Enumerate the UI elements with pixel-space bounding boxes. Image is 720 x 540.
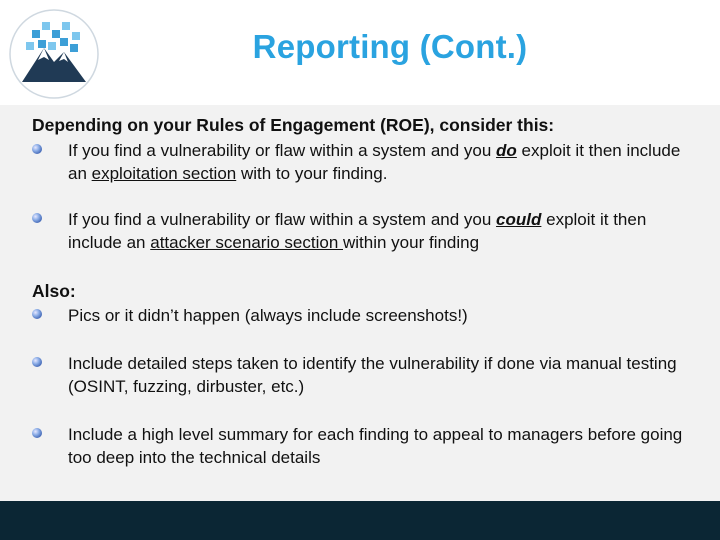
bullet-text: Pics or it didn’t happen (always include screenshots!) [68, 306, 468, 325]
bullet-icon [32, 309, 42, 319]
list-item [32, 423, 702, 469]
bullet-text: Include detailed steps taken to identify the vulnerability if done via manual testing (OSINT, fuzzing, dirbuster, etc.) [68, 354, 677, 396]
bullet-icon [32, 213, 42, 223]
emphasis-do: do [496, 141, 517, 160]
exploitation-section-link: exploitation section [91, 164, 237, 183]
mountain-logo-icon [8, 8, 100, 100]
list-item [32, 352, 702, 398]
list-item [32, 208, 702, 254]
section1-heading: Depending on your Rules of Engagement (ROE), consider this: [32, 115, 555, 135]
bullet-text: If you find a vulnerability or flaw within a system and you could exploit it then include an attacker scenario section within your finding [68, 210, 647, 252]
list-item [32, 139, 702, 185]
page-title: Reporting (Cont.) [252, 28, 528, 65]
bullet-text: If you find a vulnerability or flaw within a system and you do exploit it then include an exploitation section with to your finding. [68, 141, 681, 183]
bullet-icon [32, 144, 42, 154]
bullet-icon [32, 357, 42, 367]
emphasis-could: could [496, 210, 542, 229]
attacker-scenario-link: attacker scenario section [150, 233, 343, 252]
bullet-text: Include a high level summary for each finding to appeal to managers before going too deep into the technical details [68, 425, 683, 467]
slide-header [0, 0, 720, 105]
slide-body [0, 105, 720, 501]
bullet-icon [32, 428, 42, 438]
footer-bar [0, 501, 720, 540]
list-item [32, 304, 702, 327]
section2-heading: Also: [32, 281, 76, 301]
